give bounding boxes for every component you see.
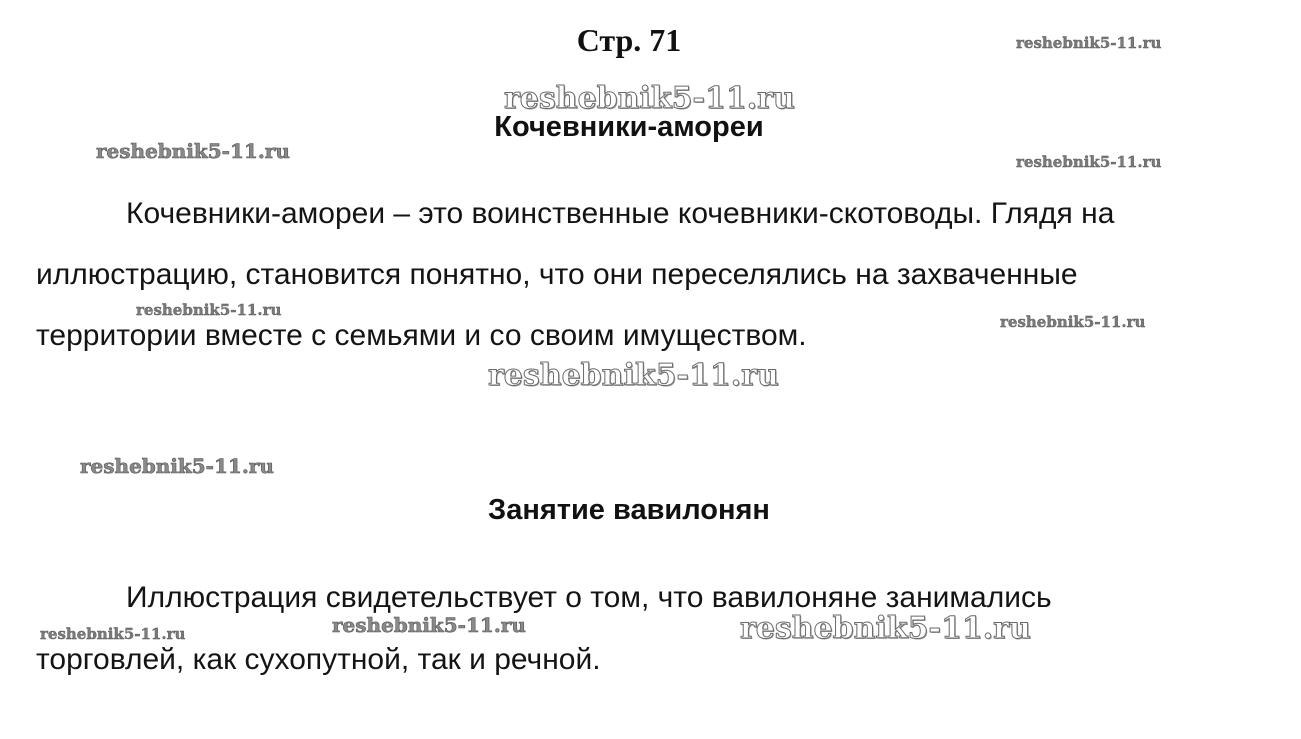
paragraph-nomads-line-1: Кочевники-амореи – это воинственные кочевники-скотоводы. Глядя на — [126, 197, 1115, 230]
section-heading-babylonians: Занятие вавилонян — [488, 494, 770, 526]
watermark: reshebnik5-11.ru — [80, 454, 274, 478]
paragraph-nomads-line-2: иллюстрацию, становится понятно, что они переселялись на захваченные — [36, 258, 1078, 291]
watermark: reshebnik5-11.ru — [1016, 34, 1162, 52]
watermark: reshebnik5-11.ru — [332, 613, 526, 637]
watermark: reshebnik5-11.ru — [1000, 313, 1146, 331]
watermark: reshebnik5-11.ru — [136, 301, 282, 319]
watermark: reshebnik5-11.ru — [504, 81, 795, 116]
watermark: reshebnik5-11.ru — [96, 139, 290, 163]
paragraph-babylonians-line-2: торговлей, как сухопутной, так и речной. — [36, 643, 601, 676]
watermark: reshebnik5-11.ru — [1016, 153, 1162, 171]
section-heading-nomads: Кочевники-амореи — [494, 111, 764, 143]
paragraph-babylonians-line-1: Иллюстрация свидетельствует о том, что вавилоняне занимались — [126, 581, 1052, 614]
paragraph-nomads-line-3: территории вместе с семьями и со своим имуществом. — [36, 319, 807, 352]
watermark: reshebnik5-11.ru — [488, 358, 779, 393]
page-number: Стр. 71 — [576, 22, 682, 58]
watermark: reshebnik5-11.ru — [40, 625, 186, 643]
watermark: reshebnik5-11.ru — [740, 611, 1031, 646]
